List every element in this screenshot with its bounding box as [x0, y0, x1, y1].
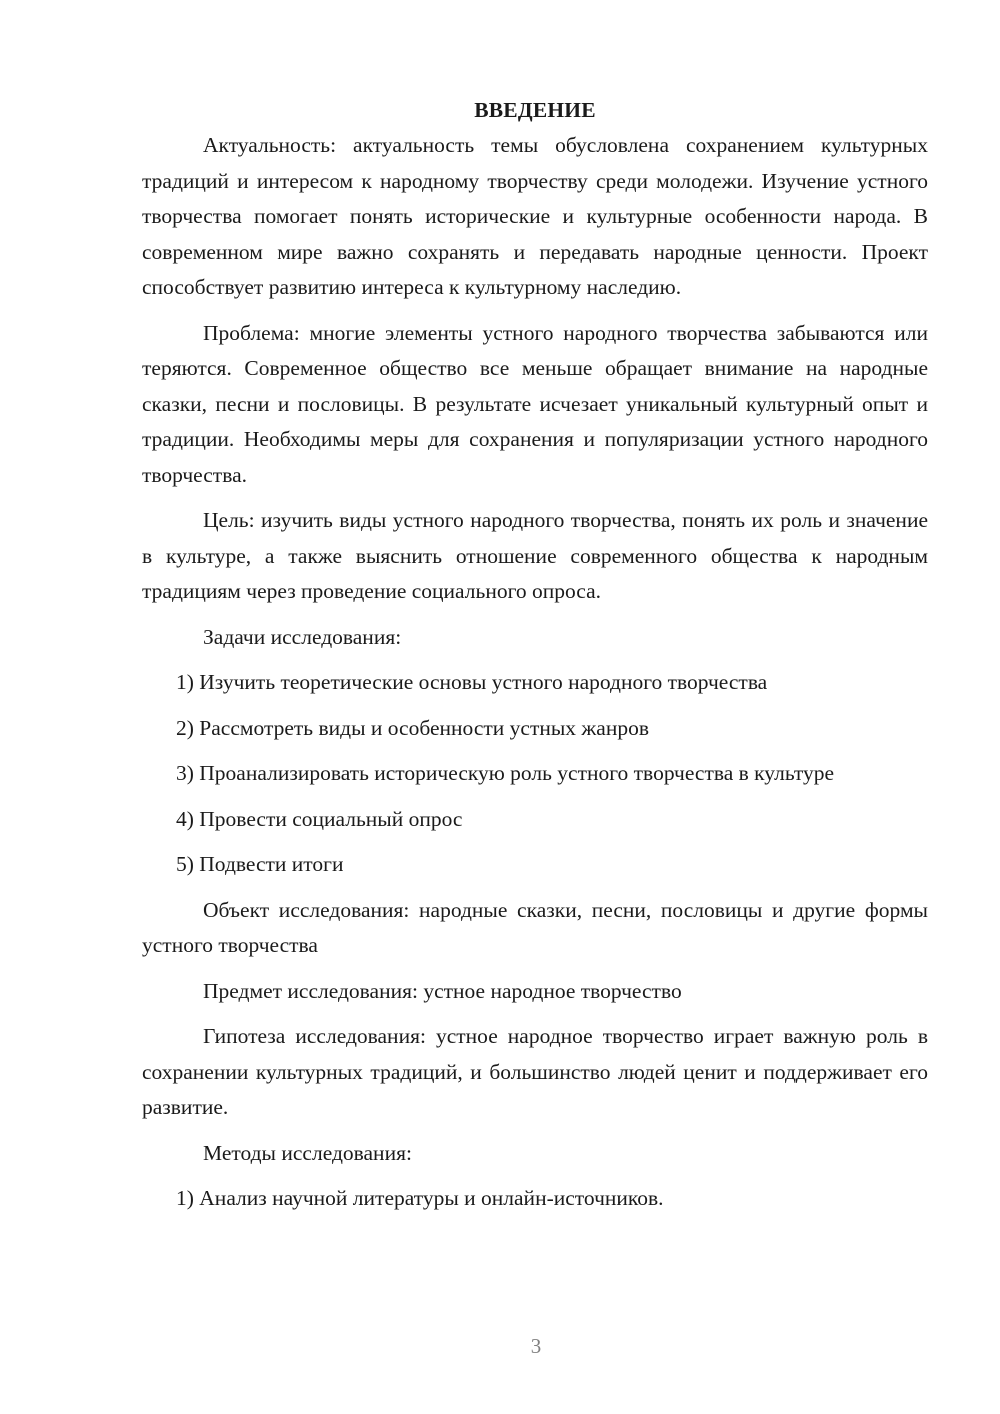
relevance-paragraph: Актуальность: актуальность темы обусловлена сохранением культурных традиций и интересом к народному творчеству среди молодежи. Изучение устного творчества помогает понять исторические и культурные особенности народа. В современном мире важно сохранять и передавать народные ценности. Проект способствует развитию интереса к культурному наследию. [142, 133, 928, 299]
task-item-4: 4) Провести социальный опрос [176, 806, 463, 831]
subject-paragraph: Предмет исследования: устное народное творчество [203, 978, 682, 1003]
page-content [142, 93, 928, 1217]
hypothesis-paragraph: Гипотеза исследования: устное народное творчество играет важную роль в сохранении культурных традиций, и большинство людей ценит и поддерживает его развитие. [142, 1024, 928, 1119]
problem-paragraph: Проблема: многие элементы устного народного творчества забываются или теряются. Современное общество все меньше обращает внимание на народные сказки, песни и пословицы. В результате исчезает уникальный культурный опыт и традиции. Необходимы меры для сохранения и популяризации устного народного творчества. [142, 320, 928, 487]
object-paragraph: Объект исследования: народные сказки, песни, пословицы и другие формы устного творчества [142, 897, 928, 957]
goal-paragraph: Цель: изучить виды устного народного творчества, понять их роль и значение в культуре, а также выяснить отношение современного общества к народным традициям через проведение социального опроса. [142, 508, 928, 603]
task-item-2: 2) Рассмотреть виды и особенности устных жанров [176, 715, 649, 740]
section-heading: ВВЕДЕНИЕ [474, 98, 596, 122]
page-number: 3 [530, 1334, 542, 1358]
tasks-title: Задачи исследования: [203, 624, 402, 649]
task-item-3: 3) Проанализировать историческую роль устного творчества в культуре [176, 761, 834, 785]
method-item-1: 1) Анализ научной литературы и онлайн-источников. [176, 1186, 664, 1210]
methods-title: Методы исследования: [203, 1140, 412, 1165]
task-item-1: 1) Изучить теоретические основы устного народного творчества [176, 670, 768, 694]
task-item-5: 5) Подвести итоги [176, 852, 344, 876]
